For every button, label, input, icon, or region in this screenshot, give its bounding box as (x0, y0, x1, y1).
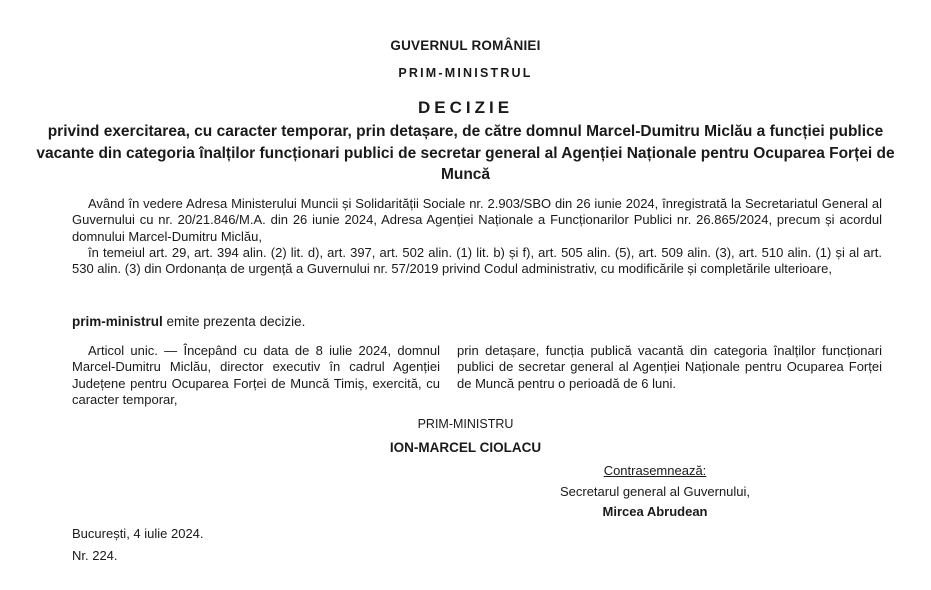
emits-statement (72, 314, 305, 329)
office-heading: PRIM-MINISTRUL (398, 66, 533, 80)
emits-subject: prim-ministrul (72, 314, 163, 329)
preamble-paragraph-2: în temeiul art. 29, art. 394 alin. (2) lit. d), art. 397, art. 502 alin. (1) lit. b) și f), art. 505 alin. (5), art. 509 alin. (3), art. 510 alin. (1) și al art. 530 alin. (3) din Ordonanța de urgență a Guvernului nr. 57/2019 privind Codul administrativ, cu modificările și completările ulterioare, (72, 245, 882, 277)
preamble-paragraph-1: Având în vedere Adresa Ministerului Muncii și Solidarității Sociale nr. 2.903/SBO din 26 iunie 2024, înregistrată la Secretariatul General al Guvernului cu nr. 20/21.846/M.A. din 26 iunie 2024, Adresa Agenției Naționale a Funcționarilor Publici nr. 26.865/2024, precum și acordul domnului Marcel-Dumitru Miclău, (72, 196, 882, 244)
document-number: Nr. 224. (72, 548, 118, 563)
government-heading: GUVERNUL ROMÂNIEI (390, 38, 541, 53)
countersign-name: Mircea Abrudean (602, 504, 708, 519)
article-text-right-column: prin detașare, funcția publică vacantă din categoria înalților funcționari publici de secretar general al Agenției Naționale pentru Ocuparea Forței de Muncă pentru o perioadă de 6 luni. (457, 343, 882, 391)
countersign-role: Secretarul general al Guvernului, (559, 484, 751, 499)
place-and-date: București, 4 iulie 2024. (72, 526, 204, 541)
countersign-label (540, 463, 770, 478)
document-type-title: DECIZIE (417, 98, 514, 117)
countersign-label-text: Contrasemnează: (603, 463, 707, 478)
document-subtitle (0, 121, 931, 186)
emits-rest: emite prezenta decizie. (162, 314, 306, 329)
signatory-role: PRIM-MINISTRU (417, 417, 514, 431)
article-text-left-column: Articol unic. — Începând cu data de 8 iulie 2024, domnul Marcel-Dumitru Miclău, director executiv în cadrul Agenției Județene pentru Ocuparea Forței de Muncă Timiș, exercită, cu caracter temporar, (72, 343, 440, 407)
signatory-name: ION-MARCEL CIOLACU (389, 440, 542, 455)
subtitle-text: privind exercitarea, cu caracter temporar, prin detașare, de către domnul Marcel-Dumitru Miclău a funcției publice vacante din categoria înalților funcționari publici de secretar general al Agenției Naționale pentru Ocuparea Forței de Muncă (36, 123, 895, 183)
